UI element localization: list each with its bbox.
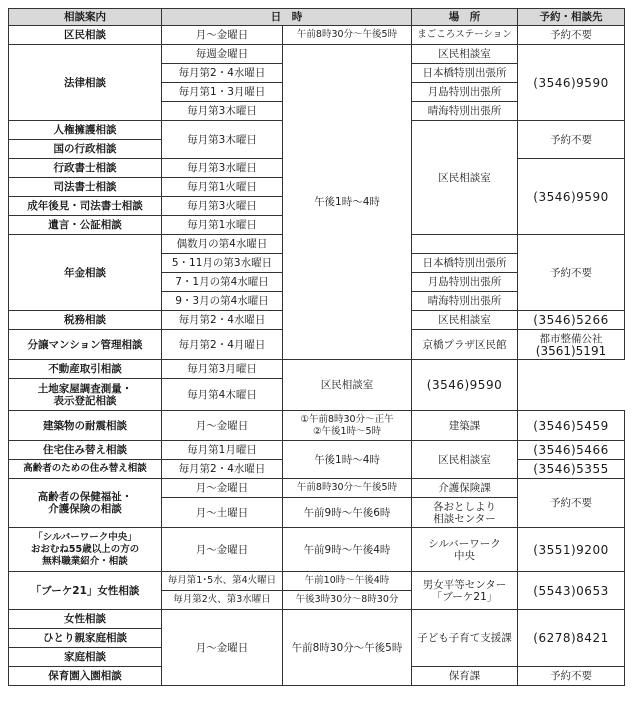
category-line: おおむね55歳以上の方の <box>30 543 140 555</box>
category-cell: ひとり親家庭相談 <box>9 629 162 648</box>
contact-cell: (6278)8421 <box>518 610 625 667</box>
time-cell: 午後1時～4時 <box>283 441 412 479</box>
contact-cell: (3551)9200 <box>518 528 625 572</box>
table-row <box>9 610 625 629</box>
day-cell: 月～金曜日 <box>162 411 283 441</box>
day-cell: 月～土曜日 <box>162 498 283 528</box>
category-cell: 女性相談 <box>9 610 162 629</box>
category-cell: 国の行政相談 <box>9 140 162 159</box>
category-cell: 「ブーケ21」女性相談 <box>9 572 162 610</box>
contact-cell: (3546)5459 <box>518 411 625 441</box>
day-cell: 月～金曜日 <box>162 528 283 572</box>
category-cell: 高齢者のための住み替え相談 <box>9 460 162 479</box>
day-cell: 月～金曜日 <box>162 610 283 686</box>
category-line: 介護保険の相談 <box>48 503 122 515</box>
day-cell: 毎月第1火曜日 <box>162 178 283 197</box>
contact-cell: (5543)0653 <box>518 572 625 610</box>
place-cell: 晴海特別出張所 <box>412 102 518 121</box>
time-cell <box>283 411 412 441</box>
contact-cell: (3546)9590 <box>412 360 518 411</box>
day-cell: 毎月第2火、第3水曜日 <box>162 591 283 610</box>
day-cell: 月～金曜日 <box>162 26 283 45</box>
time-cell: 午前9時～午後6時 <box>283 498 412 528</box>
category-cell: 住宅住み替え相談 <box>9 441 162 460</box>
place-cell: 月島特別出張所 <box>412 83 518 102</box>
category-cell: 建築物の耐震相談 <box>9 411 162 441</box>
contact-cell: (3546)5466 <box>518 441 625 460</box>
place-cell: 区民相談室 <box>283 360 412 411</box>
header-datetime: 日 時 <box>162 9 412 26</box>
day-cell: 毎月第2・4水曜日 <box>162 311 283 330</box>
category-cell <box>9 528 162 572</box>
place-line: 各おとしより <box>433 500 496 513</box>
day-cell: 7・1月の第4水曜日 <box>162 273 283 292</box>
day-cell: 毎月第2・4月曜日 <box>162 330 283 360</box>
place-cell: 月島特別出張所 <box>412 273 518 292</box>
contact-cell: (3546)9590 <box>518 45 625 121</box>
category-cell: 不動産取引相談 <box>9 360 162 379</box>
category-cell <box>9 479 162 528</box>
place-cell <box>412 235 518 254</box>
place-cell: 日本橋特別出張所 <box>412 254 518 273</box>
table-row <box>9 411 625 441</box>
time-line: ②午後1時～5時 <box>312 425 382 437</box>
place-line: 男女平等センター <box>422 578 507 591</box>
category-cell: 法律相談 <box>9 45 162 121</box>
place-cell: 区民相談室 <box>412 311 518 330</box>
contact-cell: (3546)5355 <box>518 460 625 479</box>
time-cell: 午前9時～午後4時 <box>283 528 412 572</box>
day-cell: 毎月第3水曜日 <box>162 159 283 178</box>
place-cell: 区民相談室 <box>412 441 518 479</box>
place-cell <box>412 528 518 572</box>
contact-cell: 予約不要 <box>518 26 625 45</box>
consultation-table <box>8 8 625 686</box>
category-cell: 遺言・公証相談 <box>9 216 162 235</box>
place-cell <box>412 572 518 610</box>
category-cell <box>9 379 162 411</box>
place-cell <box>412 498 518 528</box>
category-cell: 司法書士相談 <box>9 178 162 197</box>
time-cell: 午前8時30分～午後5時 <box>283 610 412 686</box>
day-cell: 偶数月の第4水曜日 <box>162 235 283 254</box>
category-line: 「シルバーワーク中央」 <box>33 531 137 543</box>
day-cell: 毎月第3木曜日 <box>162 121 283 159</box>
place-cell: まごころステーション <box>412 26 518 45</box>
place-cell: 区民相談室 <box>412 121 518 235</box>
day-cell: 毎月第1月曜日 <box>162 441 283 460</box>
table-row <box>9 441 625 460</box>
category-line: 土地家屋調査測量・ <box>37 382 133 395</box>
table-header-row <box>9 9 625 26</box>
day-cell: 毎月第2・4水曜日 <box>162 460 283 479</box>
place-line: 「ブーケ21」 <box>431 590 498 603</box>
place-cell: 建築課 <box>412 411 518 441</box>
contact-phone: (3561)5191 <box>535 343 607 358</box>
category-line: 無料職業紹介・相談 <box>42 555 128 567</box>
place-line: シルバーワーク <box>428 537 501 550</box>
category-cell: 家庭相談 <box>9 648 162 667</box>
place-line: 相談センター <box>433 512 496 525</box>
category-line: 表示登記相談 <box>53 394 117 407</box>
day-cell: 毎月第2・4水曜日 <box>162 64 283 83</box>
day-cell: 5・11月の第3水曜日 <box>162 254 283 273</box>
header-category: 相談案内 <box>9 9 162 26</box>
day-cell: 9・3月の第4水曜日 <box>162 292 283 311</box>
header-place: 場 所 <box>412 9 518 26</box>
category-cell: 保育園入園相談 <box>9 667 162 686</box>
day-cell: 毎月第3月曜日 <box>162 360 283 379</box>
category-line: 高齢者の保健福祉・ <box>37 491 133 503</box>
category-cell: 年金相談 <box>9 235 162 311</box>
contact-cell: (3546)9590 <box>518 159 625 235</box>
contact-cell: 予約不要 <box>518 667 625 686</box>
day-cell: 毎月第3木曜日 <box>162 102 283 121</box>
place-line: 中央 <box>454 549 475 562</box>
table-row <box>9 528 625 572</box>
table-row <box>9 45 625 64</box>
place-cell: 日本橋特別出張所 <box>412 64 518 83</box>
category-cell: 区民相談 <box>9 26 162 45</box>
day-cell: 毎月第1･5水、第4火曜日 <box>162 572 283 591</box>
category-cell: 人権擁護相談 <box>9 121 162 140</box>
time-line: ①午前8時30分～正午 <box>300 413 394 425</box>
time-cell: 午前10時～午後4時 <box>283 572 412 591</box>
place-cell: 子ども子育て支援課 <box>412 610 518 667</box>
contact-cell: (3546)5266 <box>518 311 625 330</box>
table-row <box>9 360 625 379</box>
table-row <box>9 26 625 45</box>
header-contact: 予約・相談先 <box>518 9 625 26</box>
day-cell: 毎月第1・3月曜日 <box>162 83 283 102</box>
day-cell: 月～金曜日 <box>162 479 283 498</box>
contact-cell: 予約不要 <box>518 235 625 311</box>
category-cell: 税務相談 <box>9 311 162 330</box>
place-cell: 京橋プラザ区民館 <box>412 330 518 360</box>
contact-cell: 予約不要 <box>518 479 625 528</box>
day-cell: 毎月第3火曜日 <box>162 197 283 216</box>
category-cell: 成年後見・司法書士相談 <box>9 197 162 216</box>
day-cell: 毎週金曜日 <box>162 45 283 64</box>
table-row <box>9 572 625 591</box>
day-cell: 毎月第1水曜日 <box>162 216 283 235</box>
place-cell: 晴海特別出張所 <box>412 292 518 311</box>
contact-cell <box>518 330 625 360</box>
table-row <box>9 479 625 498</box>
place-cell: 保育課 <box>412 667 518 686</box>
place-cell: 区民相談室 <box>412 45 518 64</box>
place-cell: 介護保険課 <box>412 479 518 498</box>
category-cell: 分譲マンション管理相談 <box>9 330 162 360</box>
contact-cell: 予約不要 <box>518 121 625 159</box>
category-cell: 行政書士相談 <box>9 159 162 178</box>
time-cell: 午後3時30分～8時30分 <box>283 591 412 610</box>
day-cell: 毎月第4木曜日 <box>162 379 283 411</box>
time-cell: 午前8時30分～午後5時 <box>283 479 412 498</box>
time-cell: 午前8時30分～午後5時 <box>283 26 412 45</box>
contact-org: 都市整備公社 <box>539 332 603 345</box>
time-cell: 午後1時～4時 <box>283 45 412 360</box>
